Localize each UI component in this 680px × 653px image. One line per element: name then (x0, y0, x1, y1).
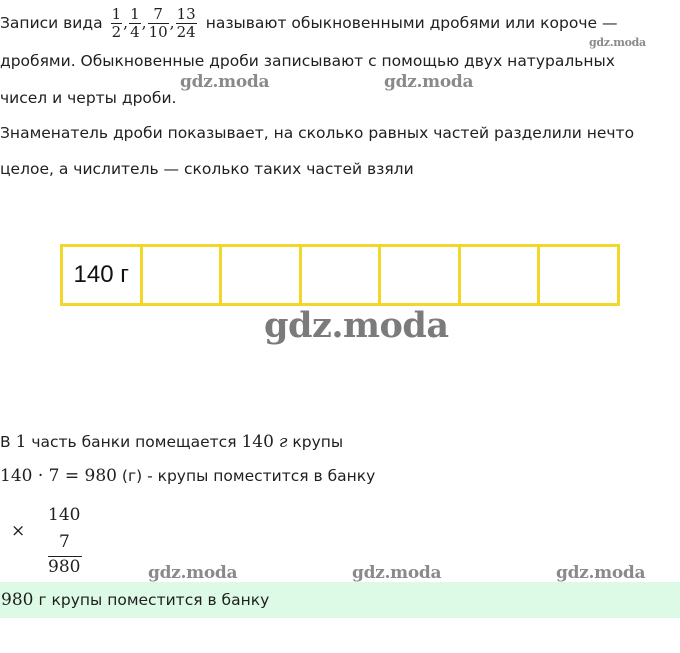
solution-expression-text: (г) - крупы поместится в банку (121, 467, 376, 485)
multiply-sign: × (11, 521, 26, 541)
intro-prefix: Записи вида (0, 14, 103, 32)
watermark: gdz.moda (589, 36, 646, 49)
intro-line-2: дробями. Обыкновенные дроби записывают с помощью двух натуральных (0, 52, 615, 70)
strip-cell (143, 247, 223, 303)
solution-line-1: В 1 часть банки помещается 140 г крупы (0, 432, 344, 452)
intro-suffix: называют обыкновенными дробями или короче — (205, 14, 618, 32)
strip-cell (540, 247, 620, 303)
fraction: $\frac{1}{4}$ (130, 4, 140, 41)
fraction: $\frac{1}{2}$ (111, 4, 122, 41)
watermark: gdz.moda (384, 72, 474, 92)
solution-line-2 (0, 466, 375, 486)
strip-cell (381, 247, 461, 303)
multiply-top: 140 (48, 505, 81, 525)
watermark: gdz.moda (264, 305, 449, 346)
strip-cell (302, 247, 382, 303)
strip-cell (222, 247, 302, 303)
watermark: gdz.moda (180, 72, 270, 92)
multiply-result: 980 (48, 557, 81, 577)
answer-box (0, 582, 680, 618)
fraction: $\frac{13}{24}$ (176, 4, 196, 41)
portion-strip (60, 244, 620, 306)
solution-expression: 140 · 7 = 980 (0, 466, 117, 486)
multiply-bottom: 7 (59, 532, 70, 552)
intro-line-4: Знаменатель дроби показывает, на сколько равных частей разделили нечто (0, 124, 635, 142)
strip-cell: 140 г (63, 247, 143, 303)
intro-line-1: Записи вида $\frac{1}{2}$ , $\frac{1}{4}$ , $\frac{7}{10}$ , $\frac{13}{24}$ называют обыкновенными дробями или короче — (0, 4, 618, 41)
intro-line-3: чисел и черты дроби. (0, 89, 177, 107)
answer-value: 980 (1, 590, 34, 610)
watermark: gdz.moda (352, 563, 442, 583)
answer-text: г крупы поместится в банку (38, 591, 270, 609)
watermark: gdz.moda (148, 563, 238, 583)
watermark: gdz.moda (556, 563, 646, 583)
fraction: $\frac{7}{10}$ (148, 4, 168, 41)
strip-cell (461, 247, 541, 303)
intro-line-5: целое, а числитель — сколько таких частей взяли (0, 160, 414, 178)
